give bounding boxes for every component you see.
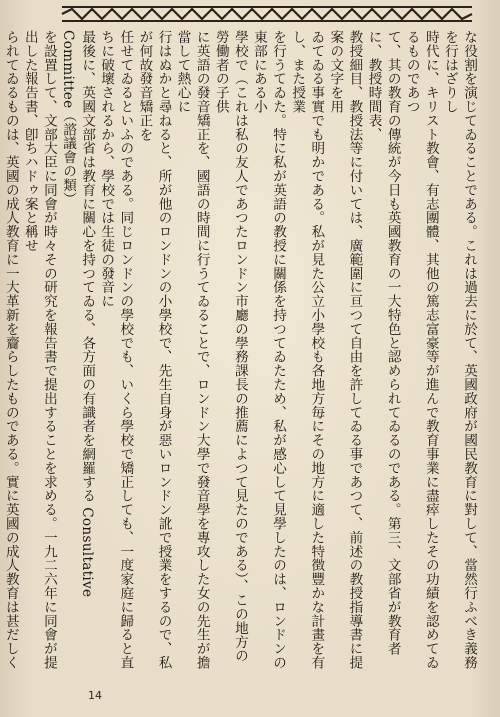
text-line: 任せてゐるといふのである。同じロンドンの學校でも、いくら學校で矯正しても、一度家庭に歸ると直ちに破壞されるから、學校では生徒の發音に — [98, 30, 134, 670]
text-line: に英語の發音矯正を、國語の時間に行うてゐることで、ロンドン大學で發音學を專攻した女の先生が擔當して熱心に — [174, 30, 210, 670]
text-line: 最後に、英國文部省は教育に關心を持つてゐる、各方面の有識者を網羅する Consultative Committee（諮議會の類） — [60, 30, 96, 598]
text-line: 教授細目、教授法等に付いては、廣範圍に亘つて自由を許してゐる事であつて、前述の教授指導書に提案の文字を用 — [327, 30, 363, 670]
text-line: られてゐるものは、英國の成人教育に一大革新を齎らしたものである。實に英國の成人教育は甚だしく — [2, 30, 19, 670]
text-line: を行うてゐた。特に私が英語の教授に關係を持つてゐたため、私が感心して見學したのは、ロンドンの東部にある小 — [250, 30, 287, 670]
text-line: 行はぬかと尋ねると、所が他のロンドンの小學校で、先生自身が惡いロンドン訛で授業をするので、私が何故發音矯正を — [136, 30, 172, 670]
vertical-body-text — [2, 30, 478, 670]
text-line: な役割を演じてゐることである。これは過去に於て、英國政府が國民教育に對して、當然行ふべき義務を行はざりし — [441, 30, 477, 670]
page-number: 14 — [88, 689, 102, 702]
text-line: 學校で（これは私の友人であつたロンドン市廳の學務課長の推薦によつて見たのである）、この地方の勞働者の子供 — [212, 30, 248, 663]
text-line: を設置して、文部大臣に同會が時々その研究を報告書で提出することを求める。一九二六年に同會が提出した報告書、卽ちハドゥ案と稱せ — [21, 30, 57, 670]
text-line: ゐてゐる事實でも明かである。私が見た公立小學校も各地方毎にその地方に適した特徴豐かな計畫を有し、また授業 — [289, 30, 325, 670]
text-line: て、其の教育の傳統が今日も英國教育の一大特色と認められてゐるのである。第三、文部省が教育者に、教授時間表、 — [365, 30, 401, 656]
text-line: 時代に、キリスト教會、有志團體、其他の篤志富豪等が進んで教育事業に盡瘁したその功績を認めてゐるものであつ — [403, 30, 439, 670]
decorative-header-border — [62, 6, 472, 22]
